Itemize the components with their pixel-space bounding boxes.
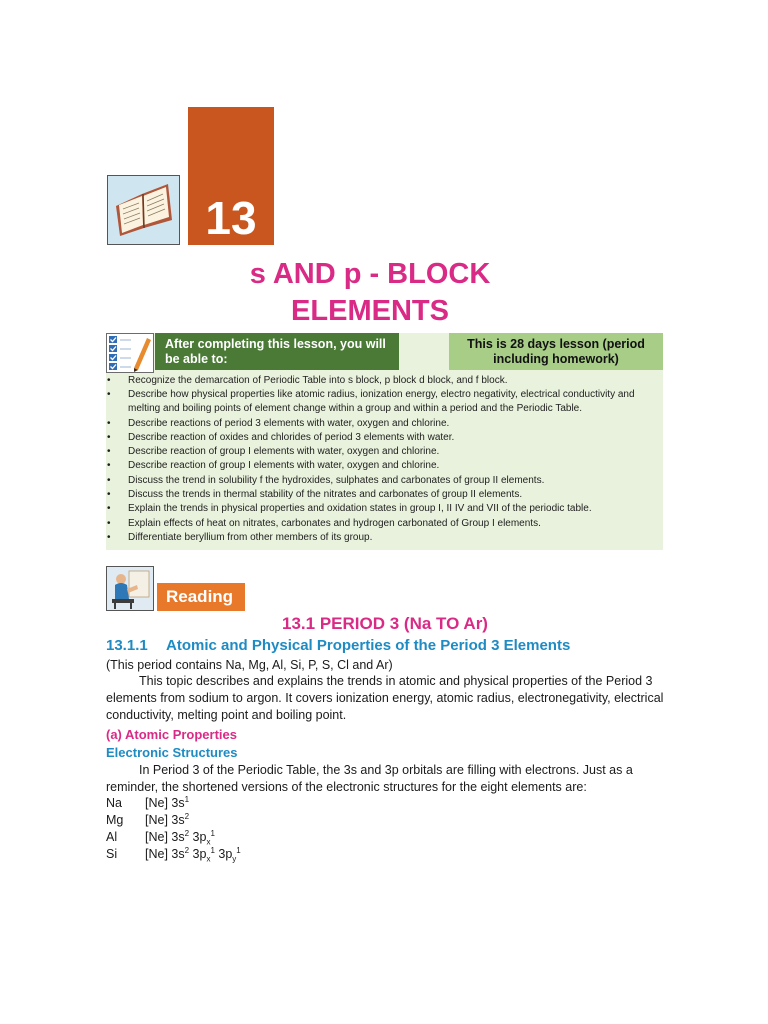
open-book-icon: [107, 175, 180, 245]
list-item: • Describe how physical properties like atomic radius, ionization energy, electro negativity, electrical conductivity and melting and boiling points of element change within a group and within a period and the Periodic Table.: [106, 388, 662, 416]
objectives-intro: After completing this lesson, you will be able to:: [155, 333, 399, 370]
chapter-title-line1: s AND p - BLOCK: [249, 258, 491, 290]
list-item: • Describe reaction of group I elements with water, oxygen and chlorine.: [106, 445, 662, 459]
lesson-duration: This is 28 days lesson (period including homework): [449, 333, 663, 370]
electron-config: [Ne] $3s^2$ $3p_x^1$ $3p_y^1$: [145, 845, 241, 864]
list-item: • Explain effects of heat on nitrates, carbonates and hydrogen carbonated of Group I elements.: [106, 517, 662, 531]
chapter-title: [180, 256, 560, 330]
list-item: • Describe reaction of group I elements with water, oxygen and chlorine.: [106, 459, 662, 473]
list-item: • Describe reactions of period 3 elements with water, oxygen and chlorine.: [106, 417, 662, 431]
config-row-mg: [106, 812, 241, 829]
electron-config-list: [106, 795, 241, 863]
checklist-pencil-icon: [106, 333, 154, 373]
reading-person-icon: [106, 566, 154, 611]
electron-config: [Ne] $3s^1$: [145, 794, 190, 810]
list-item: • Explain the trends in physical properties and oxidation states in group I, II IV and VII of the periodic table.: [106, 502, 662, 516]
section-title: 13.1 PERIOD 3 (Na TO Ar): [282, 614, 488, 633]
list-item: • Discuss the trend in solubility f the hydroxides, sulphates and carbonates of group II elements.: [106, 474, 662, 488]
config-row-si: [106, 846, 241, 863]
electronic-structures-heading: Electronic Structures: [106, 745, 238, 760]
config-row-na: [106, 795, 241, 812]
element-symbol: Si: [106, 847, 118, 861]
electronic-structures-paragraph: In Period 3 of the Periodic Table, the 3s and 3p orbitals are filling with electrons. Just as a reminder, the shortened versions of the electronic structures for the eight elements are:: [106, 763, 633, 794]
element-symbol: Na: [106, 796, 122, 810]
list-item: • Recognize the demarcation of Periodic Table into s block, p block d block, and f block.: [106, 374, 662, 388]
objectives-list: [106, 374, 662, 545]
chapter-title-line2: ELEMENTS: [291, 295, 449, 327]
reading-tab: Reading: [157, 583, 245, 611]
subsection-title: Atomic and Physical Properties of the Period 3 Elements: [166, 637, 571, 654]
element-symbol: Al: [106, 830, 118, 844]
chapter-number: 13: [205, 192, 257, 244]
intro-paragraph: This topic describes and explains the trends in atomic and physical properties of the Period 3 elements from sodium to argon. It covers ionization energy, atomic radius, electronegativity, electrical conductivity, melting point and boiling point.: [106, 674, 664, 722]
atomic-properties-heading: (a) Atomic Properties: [106, 727, 237, 742]
element-symbol: Mg: [106, 813, 124, 827]
list-item: • Describe reaction of oxides and chlorides of period 3 elements with water.: [106, 431, 662, 445]
config-row-al: [106, 829, 241, 846]
electron-config: [Ne] $3s^2$: [145, 811, 190, 827]
list-item: • Discuss the trends in thermal stability of the nitrates and carbonates of group II elements.: [106, 488, 662, 502]
subsection-number: 13.1.1: [106, 637, 148, 654]
subsection-heading: [106, 636, 666, 656]
electron-config: [Ne] $3s^2$ $3p_x^1$: [145, 828, 215, 847]
list-item: • Differentiate beryllium from other members of its group.: [106, 531, 662, 545]
period-contains-text: (This period contains Na, Mg, Al, Si, P, S, Cl and Ar): [106, 658, 393, 672]
